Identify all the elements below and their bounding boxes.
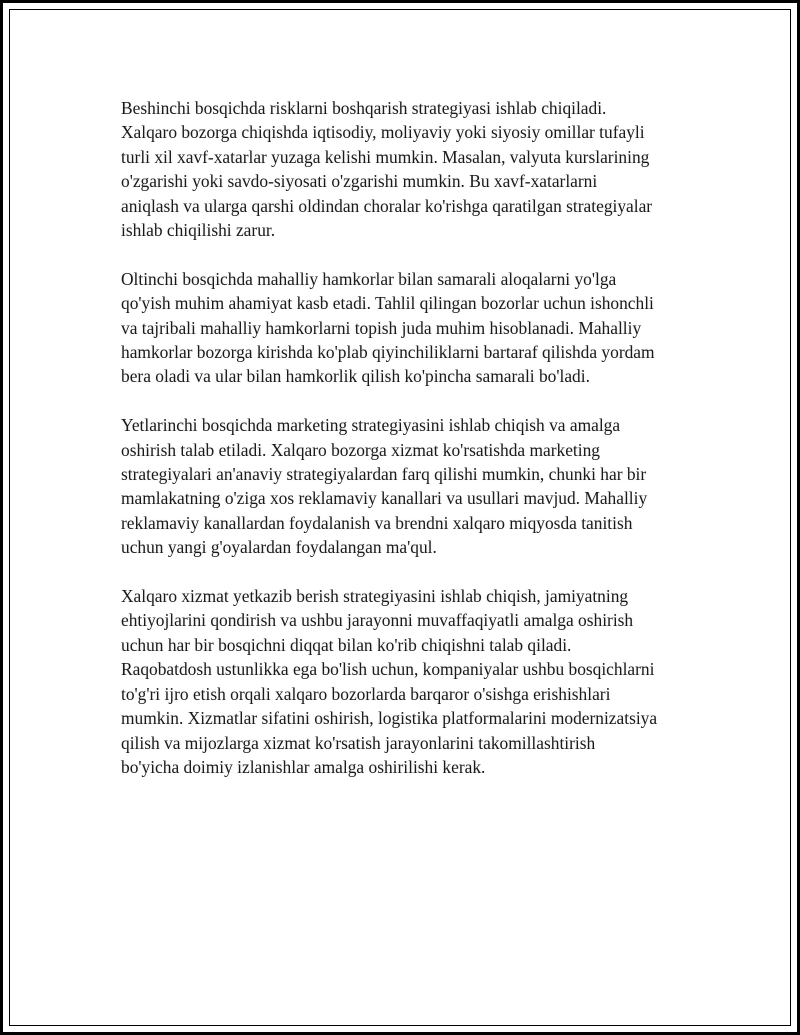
text-line: bera oladi va ular bilan hamkorlik qilish ko'pincha samarali bo'ladi. <box>121 366 590 387</box>
text-line: Beshinchi bosqichda risklarni boshqarish strategiyasi ishlab chiqiladi. <box>121 98 607 118</box>
text-line: uchun har bir bosqichni diqqat bilan ko'rib chiqishni talab qiladi. <box>121 634 572 655</box>
paragraph-conclusion <box>121 584 701 779</box>
text-line: hamkorlar bozorga kirishda ko'plab qiyinchiliklarni bartaraf qilishda yordam <box>121 342 655 363</box>
text-line: oshirish talab etiladi. Xalqaro bozorga xizmat ko'rsatishda marketing <box>121 439 600 460</box>
paragraph-local-partners <box>121 267 701 389</box>
text-line: Xalqaro xizmat yetkazib berish strategiyasini ishlab chiqish, jamiyatning <box>121 586 629 607</box>
text-line: uchun yangi g'oyalardan foydalangan ma'qul. <box>121 537 437 558</box>
text-line: Yetlarinchi bosqichda marketing strategiyasini ishlab chiqish va amalga <box>121 415 621 436</box>
text-line: to'g'ri ijro etish orqali xalqaro bozorlarda barqaror o'sishga erishishlari <box>121 683 611 704</box>
text-line: Xalqaro bozorga chiqishda iqtisodiy, moliyaviy yoki siyosiy omillar tufayli <box>121 122 645 143</box>
text-line: qo'yish muhim ahamiyat kasb etadi. Tahlil qilingan bozorlar uchun ishonchli <box>121 293 654 314</box>
text-line: ehtiyojlarini qondirish va ushbu jarayonni muvaffaqiyatli amalga oshirish <box>121 610 634 631</box>
text-line: ishlab chiqilishi zarur. <box>121 220 276 241</box>
text-line: bo'yicha doimiy izlanishlar amalga oshirilishi kerak. <box>121 756 486 777</box>
paragraph-marketing-strategy <box>121 413 701 559</box>
text-line: aniqlash va ularga qarshi oldindan choralar ko'rishga qaratilgan strategiyalar <box>121 195 653 216</box>
text-line: Raqobatdosh ustunlikka ega bo'lish uchun, kompaniyalar ushbu bosqichlarni <box>121 659 655 680</box>
text-line: mamlakatning o'ziga xos reklamaviy kanallari va usullari mavjud. Mahalliy <box>121 488 648 509</box>
text-line: strategiyalari an'anaviy strategiyalardan farq qilishi mumkin, chunki har bir <box>121 464 647 485</box>
text-line: reklamaviy kanallardan foydalanish va brendni xalqaro miqyosda tanitish <box>121 512 633 533</box>
text-line: qilish va mijozlarga xizmat ko'rsatish jarayonlarini takomillashtirish <box>121 732 596 753</box>
document-body <box>121 96 701 804</box>
text-line: Oltinchi bosqichda mahalliy hamkorlar bilan samarali aloqalarni yo'lga <box>121 268 617 289</box>
paragraph-risk-management <box>121 96 701 242</box>
text-line: o'zgarishi yoki savdo-siyosati o'zgarishi mumkin. Bu xavf-xatarlarni <box>121 171 598 192</box>
text-line: turli xil xavf-xatarlar yuzaga kelishi mumkin. Masalan, valyuta kurslarining <box>121 146 650 167</box>
text-line: va tajribali mahalliy hamkorlarni topish juda muhim hisoblanadi. Mahalliy <box>121 317 642 338</box>
text-line: mumkin. Xizmatlar sifatini oshirish, logistika platformalarini modernizatsiya <box>121 708 658 729</box>
